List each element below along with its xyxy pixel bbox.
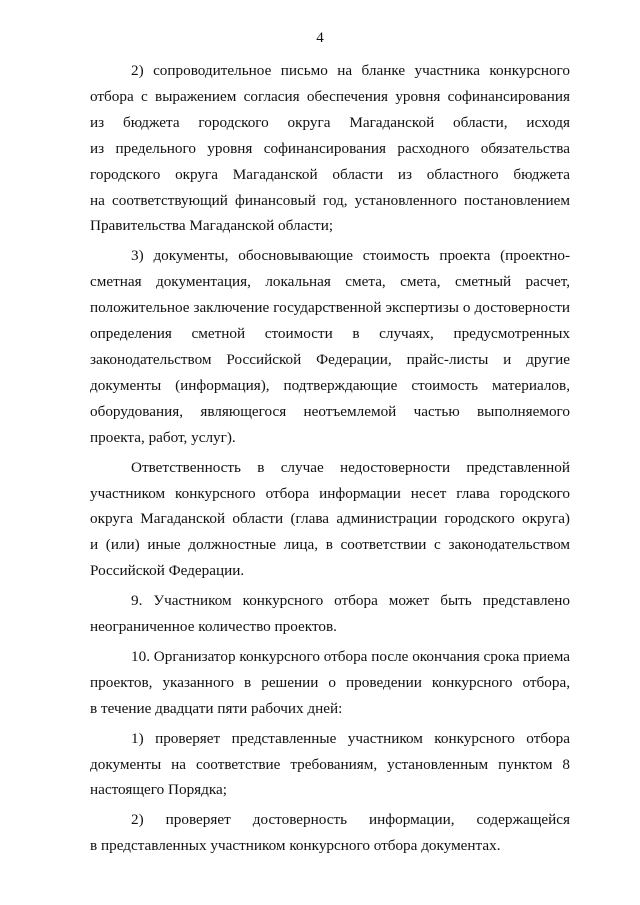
text-line: 2) проверяет достоверность информации, содержащейся	[131, 811, 570, 829]
text-line: сметная документация, локальная смета, смета, сметный расчет,	[90, 273, 570, 291]
text-line: проекта, работ, услуг).	[90, 428, 236, 446]
text-line: округа Магаданской области (глава администрации городского округа)	[90, 510, 570, 528]
text-line: документы на соответствие требованиям, установленным пунктом 8	[90, 755, 570, 773]
text-line: на соответствующий финансовый год, установленного постановлением	[90, 191, 570, 209]
text-line: 9. Участником конкурсного отбора может быть представлено	[131, 592, 570, 610]
text-line: городского округа Магаданской области из областного бюджета	[90, 165, 570, 183]
text-line: из предельного уровня софинансирования расходного обязательства	[90, 139, 570, 157]
paragraph	[90, 455, 570, 585]
text-line: из бюджета городского округа Магаданской области, исходя	[90, 113, 570, 131]
text-line: законодательством Российской Федерации, прайс-листы и другие	[90, 350, 570, 368]
text-line: Ответственность в случае недостоверности представленной	[131, 458, 570, 476]
paragraph	[90, 807, 570, 859]
paragraph	[90, 726, 570, 804]
text-line: 1) проверяет представленные участником конкурсного отбора	[131, 729, 570, 747]
paragraph	[90, 58, 570, 239]
paragraph	[90, 644, 570, 722]
text-line: настоящего Порядка;	[90, 781, 227, 799]
text-line: документы (информация), подтверждающие стоимость материалов,	[90, 376, 570, 394]
text-line: 3) документы, обосновывающие стоимость проекта (проектно-	[131, 247, 570, 265]
text-line: определения сметной стоимости в случаях, предусмотренных	[90, 325, 570, 343]
text-line: положительное заключение государственной экспертизы о достоверности	[90, 299, 570, 317]
text-line: оборудования, являющегося неотъемлемой частью выполняемого	[90, 402, 570, 420]
document-body	[90, 58, 570, 863]
paragraph	[90, 588, 570, 640]
text-line: 2) сопроводительное письмо на бланке участника конкурсного	[131, 62, 570, 79]
text-line: участником конкурсного отбора информации несет глава городского	[90, 484, 570, 502]
text-line: в течение двадцати пяти рабочих дней:	[90, 699, 343, 717]
text-line: отбора с выражением согласия обеспечения уровня софинансирования	[90, 87, 570, 105]
text-line: в представленных участником конкурсного отбора документах.	[90, 837, 501, 855]
text-line: Правительства Магаданской области;	[90, 217, 334, 235]
text-line: Российской Федерации.	[90, 562, 245, 580]
text-line: 10. Организатор конкурсного отбора после окончания срока приема	[131, 647, 570, 665]
page-number: 4	[316, 30, 324, 46]
text-line: проектов, указанного в решении о проведении конкурсного отбора,	[90, 673, 570, 691]
paragraph	[90, 243, 570, 450]
text-line: и (или) иные должностные лица, в соответствии с законодательством	[90, 536, 570, 554]
text-line: неограниченное количество проектов.	[90, 618, 337, 636]
